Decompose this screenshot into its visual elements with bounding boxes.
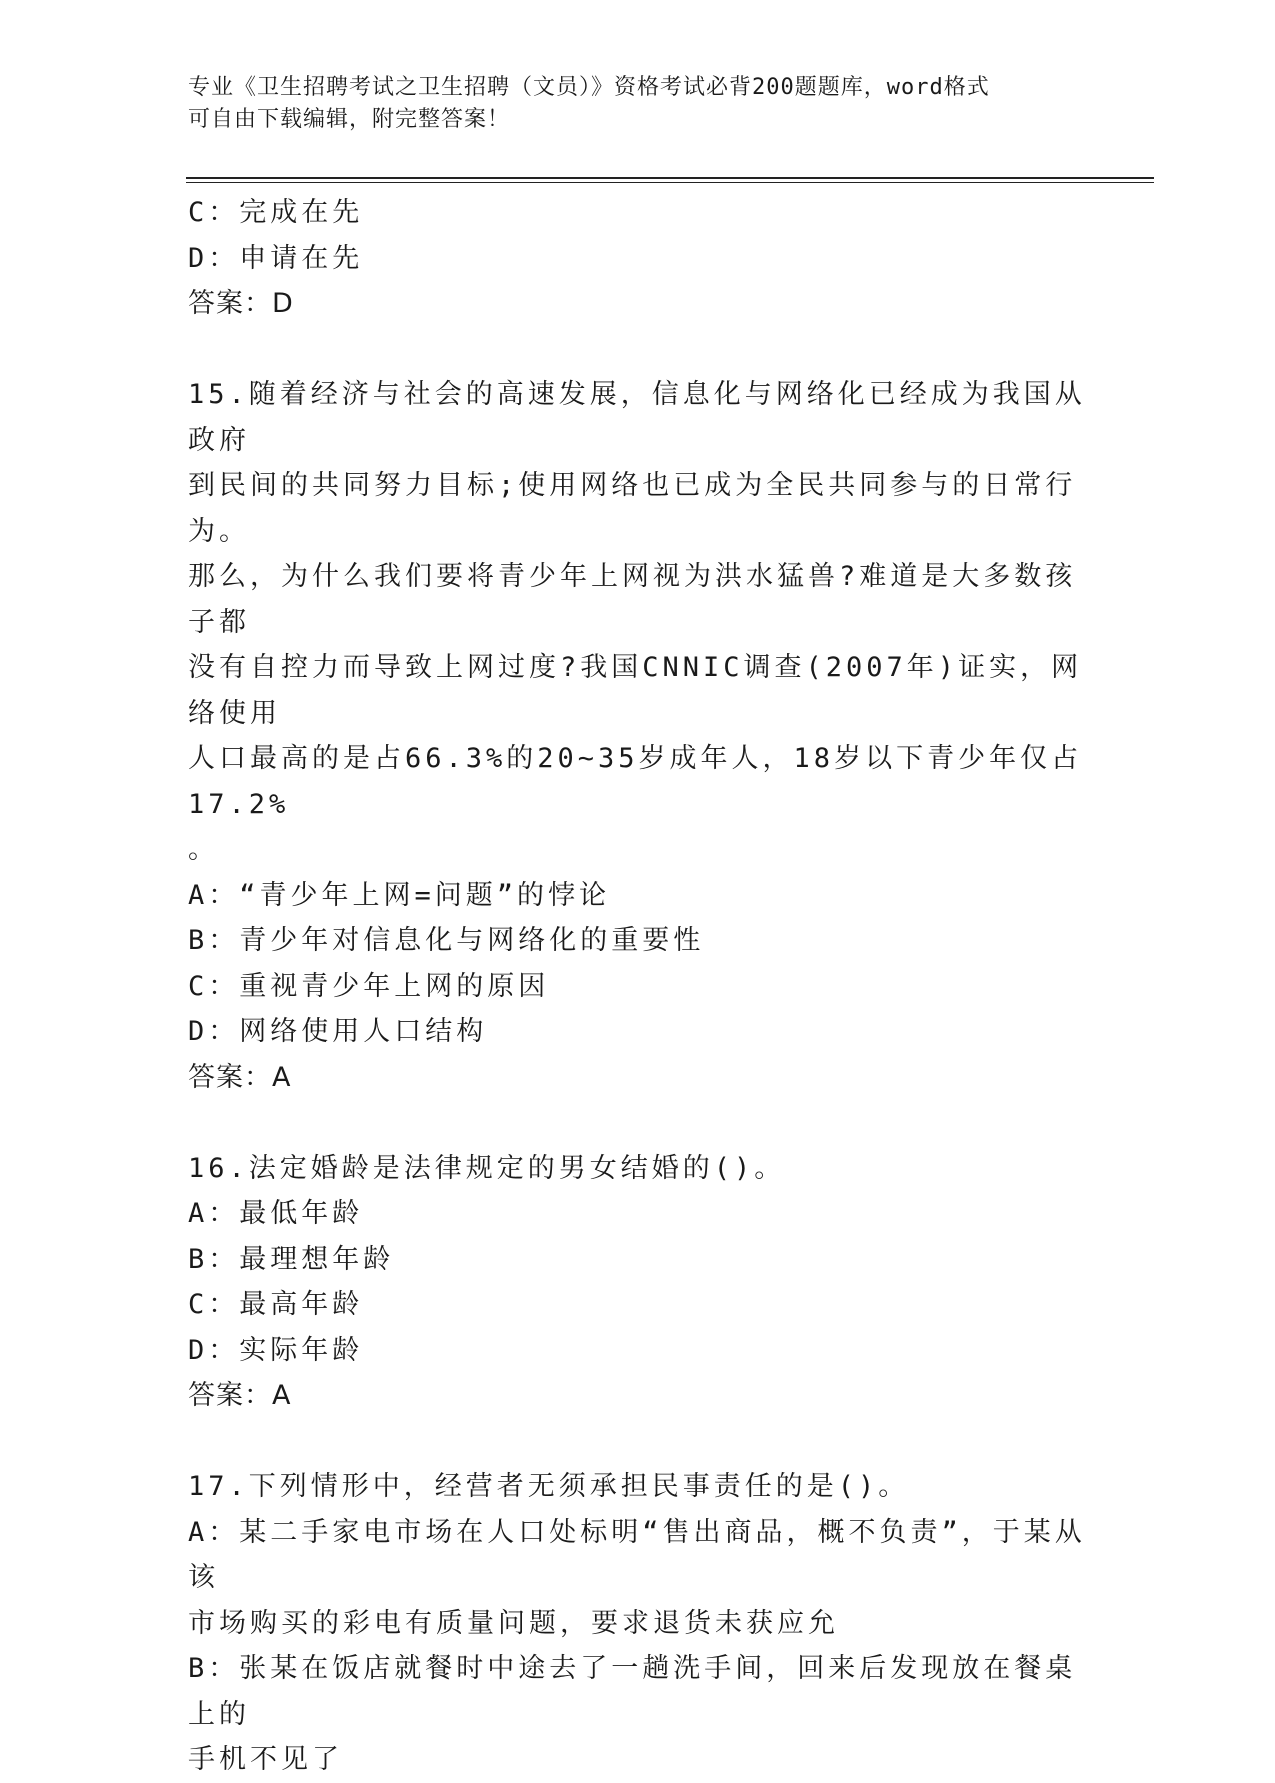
q15-option-b: B：青少年对信息化与网络化的重要性 — [188, 925, 705, 956]
q17-question: 17.下列情形中，经营者无须承担民事责任的是()。 — [188, 1471, 910, 1502]
document-header — [188, 72, 1088, 136]
spacer — [188, 1419, 1088, 1465]
q14-option-c: C：完成在先 — [188, 197, 364, 228]
q17-option-b-line: B：张某在饭店就餐时中途去了一趟洗手间，回来后发现放在餐桌上的 — [188, 1653, 1077, 1730]
q16-option-d: D：实际年龄 — [188, 1334, 364, 1366]
q16-option-c: C：最高年龄 — [188, 1289, 364, 1320]
spacer — [188, 1100, 1088, 1146]
q15-answer: 答案：A — [188, 1061, 292, 1093]
q16-question: 16.法定婚龄是法律规定的男女结婚的()。 — [188, 1152, 786, 1184]
q15-question-line: 人口最高的是占66.3%的20~35岁成年人，18岁以下青少年仅占17.2% — [188, 743, 1083, 820]
header-rule-thick — [186, 177, 1154, 179]
q14-option-d: D：申请在先 — [188, 242, 364, 274]
q15-option-a: A：“青少年上网=问题”的悖论 — [188, 879, 611, 911]
header-line-2: 可自由下载编辑，附完整答案！ — [188, 107, 511, 132]
header-rule-thin — [186, 182, 1154, 183]
q15-option-d: D：网络使用人口结构 — [188, 1016, 488, 1047]
q15-question-line: 15.随着经济与社会的高速发展，信息化与网络化已经成为我国从政府 — [188, 379, 1086, 456]
q16-answer: 答案：A — [188, 1380, 292, 1411]
q16-option-a: A：最低年龄 — [188, 1198, 364, 1229]
spacer — [188, 327, 1088, 373]
q15-question-line: 到民间的共同努力目标;使用网络也已成为全民共同参与的日常行为。 — [188, 470, 1077, 547]
q15-question-line: 。 — [188, 834, 219, 865]
q15-question-line: 没有自控力而导致上网过度?我国CNNIC调查(2007年)证实，网络使用 — [188, 652, 1083, 729]
q16-option-b: B：最理想年龄 — [188, 1243, 395, 1275]
header-line-1: 专业《卫生招聘考试之卫生招聘（文员）》资格考试必背200题题库，word格式 — [188, 75, 990, 100]
document-body — [188, 190, 1088, 1783]
q15-question-line: 那么，为什么我们要将青少年上网视为洪水猛兽?难道是大多数孩子都 — [188, 561, 1077, 638]
q14-answer: 答案：D — [188, 288, 294, 319]
q17-option-b-line: 手机不见了 — [188, 1744, 343, 1775]
q15-question — [188, 372, 1088, 873]
q17-option-a-line: 市场购买的彩电有质量问题，要求退货未获应允 — [188, 1607, 839, 1639]
q15-option-c: C：重视青少年上网的原因 — [188, 970, 550, 1002]
q17-option-a-line: A：某二手家电市场在人口处标明“售出商品，概不负责”，于某从该 — [188, 1516, 1086, 1593]
